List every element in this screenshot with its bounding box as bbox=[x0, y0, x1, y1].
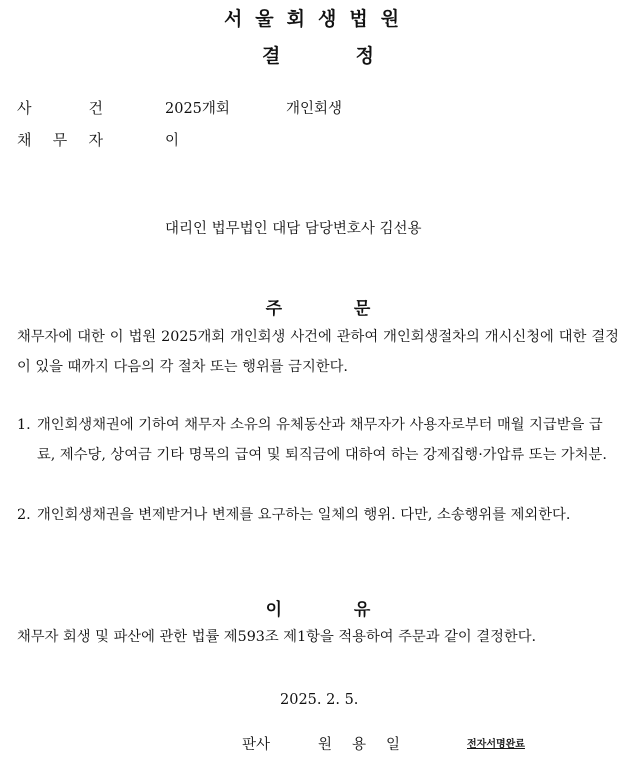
order-heading-left: 주 bbox=[265, 299, 283, 319]
agent-line: 대리인 법무법인 대담 담당변호사 김선용 bbox=[165, 221, 422, 237]
order-item-1 bbox=[17, 410, 619, 470]
order-item-1-text: 개인회생채권에 기하여 채무자 소유의 유체동산과 채무자가 사용자로부터 매월 지급받을 급료, 제수당, 상여금 기타 명목의 급여 및 퇴직금에 대하여 하는 강제집행·가압류 또는 가처분. bbox=[37, 417, 607, 463]
order-item-2-number: 2. bbox=[17, 507, 31, 523]
order-intro: 채무자에 대한 이 법원 2025개회 개인회생 사건에 관하여 개인회생절차의 개시신청에 대한 결정이 있을 때까지 다음의 각 절차 또는 행위를 금지한다. bbox=[17, 329, 619, 375]
case-number: 2025개회 bbox=[165, 101, 230, 117]
document-title-right: 정 bbox=[355, 45, 374, 67]
reason-heading-left: 이 bbox=[265, 600, 283, 620]
debtor-name: 이 bbox=[165, 133, 180, 149]
debtor-label: 채 무 자 bbox=[17, 131, 103, 149]
reason-text: 채무자 회생 및 파산에 관한 법률 제593조 제1항을 적용하여 주문과 같이 결정한다. bbox=[17, 629, 537, 645]
reason-heading bbox=[0, 595, 636, 620]
court-name: 서울회생법원 bbox=[223, 8, 413, 30]
reason-heading-right: 유 bbox=[353, 600, 371, 620]
order-heading-right: 문 bbox=[353, 299, 371, 319]
document-title-left: 결 bbox=[262, 45, 281, 67]
case-label: 사 건 bbox=[17, 99, 103, 117]
electronic-signature-note: 전자서명완료 bbox=[467, 739, 525, 750]
decision-date: 2025. 2. 5. bbox=[280, 692, 359, 708]
document-title bbox=[0, 41, 636, 68]
order-item-1-number: 1. bbox=[17, 417, 31, 433]
order-item-2-text: 개인회생채권을 변제받거나 변제를 요구하는 일체의 행위. 다만, 소송행위를 제외한다. bbox=[37, 507, 571, 523]
order-heading bbox=[0, 294, 636, 319]
judge-title: 판사 bbox=[242, 737, 271, 753]
order-item-2 bbox=[17, 500, 619, 530]
case-type: 개인회생 bbox=[286, 101, 343, 117]
judge-name: 원 용 일 bbox=[318, 737, 400, 753]
